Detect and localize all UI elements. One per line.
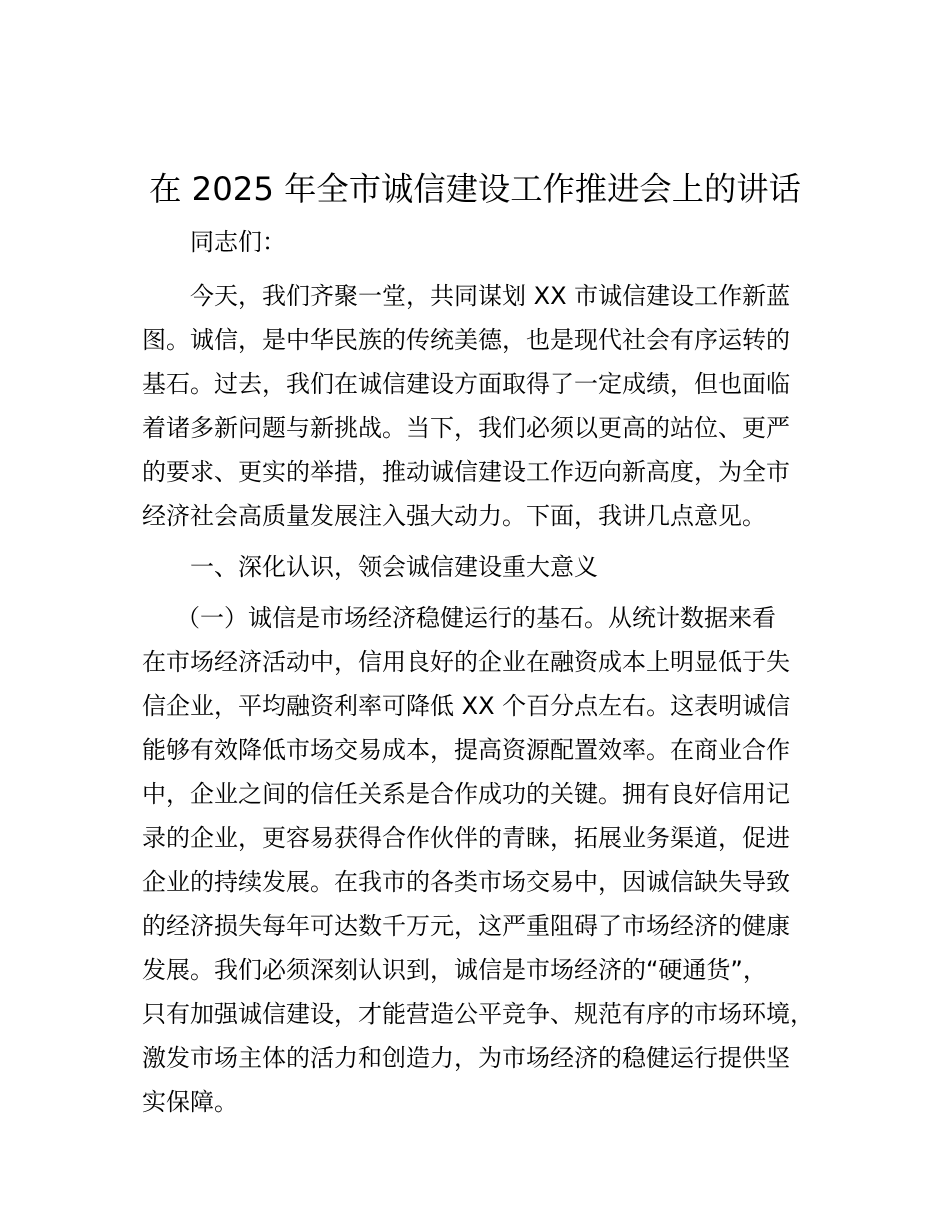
paragraph-line: 实保障。	[142, 1088, 238, 1116]
document-title: 在 2025 年全市诚信建设工作推进会上的讲话	[149, 170, 801, 208]
paragraph-line: （一）诚信是市场经济稳健运行的基石。从统计数据来看	[176, 604, 776, 632]
paragraph-line: 发展。我们必须深刻认识到，诚信是市场经济的“硬通货”，	[142, 956, 767, 984]
paragraph-line: 信企业，平均融资利率可降低 XX 个百分点左右。这表明诚信	[142, 692, 791, 720]
paragraph-line: 今天，我们齐聚一堂，共同谋划 XX 市诚信建设工作新蓝	[190, 282, 791, 310]
paragraph-line: 经济社会高质量发展注入强大动力。下面，我讲几点意见。	[142, 502, 766, 530]
paragraph-line: 的要求、更实的举措，推动诚信建设工作迈向新高度，为全市	[142, 458, 790, 486]
paragraph-line: 在市场经济活动中，信用良好的企业在融资成本上明显低于失	[142, 648, 790, 676]
paragraph-line: 着诸多新问题与新挑战。当下，我们必须以更高的站位、更严	[142, 414, 790, 442]
paragraph-line: 录的企业，更容易获得合作伙伴的青睐，拓展业务渠道，促进	[142, 824, 790, 852]
paragraph-line: 的经济损失每年可达数千万元，这严重阻碍了市场经济的健康	[142, 912, 790, 940]
paragraph-line: 图。诚信，是中华民族的传统美德，也是现代社会有序运转的	[142, 326, 790, 354]
paragraph-line: 只有加强诚信建设，才能营造公平竞争、规范有序的市场环境，	[142, 1000, 814, 1028]
section-heading: 一、深化认识，领会诚信建设重大意义	[190, 553, 598, 581]
paragraph-line: 基石。过去，我们在诚信建设方面取得了一定成绩，但也面临	[142, 370, 790, 398]
paragraph-line: 能够有效降低市场交易成本，提高资源配置效率。在商业合作	[142, 736, 790, 764]
paragraph-line: 企业的持续发展。在我市的各类市场交易中，因诚信缺失导致	[142, 868, 790, 896]
paragraph-line: 激发市场主体的活力和创造力，为市场经济的稳健运行提供坚	[142, 1044, 790, 1072]
paragraph-line: 中，企业之间的信任关系是合作成功的关键。拥有良好信用记	[142, 780, 790, 808]
salutation-text: 同志们：	[190, 228, 286, 256]
